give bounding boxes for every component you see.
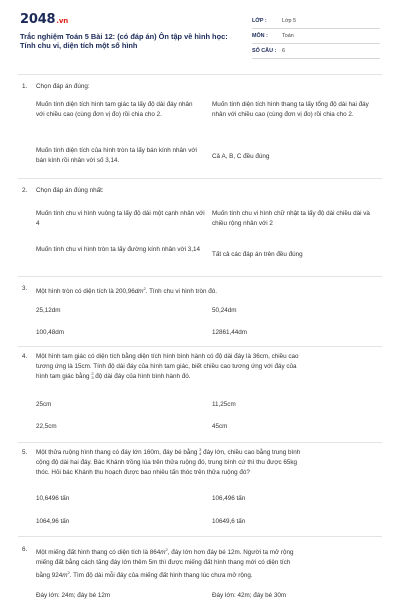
- answer-option[interactable]: Muốn tính diện tích hình thang ta lấy tổng độ dài hai đáy nhân với chiều cao (cùng đơn vị đo) rồi chia cho 2.: [212, 101, 369, 118]
- unit-exponent: 2: [165, 547, 168, 552]
- meta-key: LỚP :: [252, 18, 267, 24]
- logo-main: 2048: [20, 12, 56, 27]
- meta-row-class: [252, 14, 380, 29]
- divider: [18, 346, 382, 347]
- question-text-part: Một thửa ruộng hình thang có đáy lớn 160m, đáy bé bằng: [36, 449, 198, 456]
- question-line: Một hình tam giác có diện tích bằng diện tích hình bình hành có độ dài đáy là 36cm, chiều cao: [36, 353, 299, 360]
- question-text-part: Một miếng đất hình thang có diện tích là 864: [36, 549, 161, 557]
- meta-value: Toán: [282, 33, 294, 39]
- question-text: Chọn đáp án đúng nhất:: [36, 187, 104, 194]
- answer-option[interactable]: 10,6496 tấn: [36, 495, 70, 502]
- meta-key: MÔN :: [252, 33, 268, 39]
- meta-row-subject: [252, 29, 380, 44]
- question-line: tương ứng là 15cm. Tính độ dài đáy của hình tam giác, biết chiều cao tương ứng với đáy của: [36, 363, 297, 370]
- fraction: [91, 372, 93, 380]
- answer-option[interactable]: Muốn tính chu vi hình vuông ta lấy độ dài một cạnh nhân với 4: [36, 210, 205, 227]
- answer-option[interactable]: 1064,96 tấn: [36, 518, 70, 525]
- question-text: [36, 448, 380, 478]
- meta-table: [252, 14, 380, 59]
- question-text-part: bằng 924: [36, 572, 63, 580]
- answer-option[interactable]: Cả A, B, C đều đúng: [212, 153, 270, 160]
- question-text-part: Một hình tròn có diện tích là 200,96: [36, 288, 135, 296]
- answer-option[interactable]: Muốn tính diện tích của hình tròn ta lấy bán kính nhân với bán kính rồi nhân với số 3,14.: [36, 147, 197, 164]
- answer-option[interactable]: Muốn tính chu vi hình tròn ta lấy đường kính nhân với 3,14: [36, 246, 201, 253]
- divider: [18, 442, 382, 443]
- answer-option[interactable]: 25,12dm: [36, 307, 61, 314]
- answer-option[interactable]: Tất cả các đáp án trên đều đúng: [212, 251, 303, 258]
- divider: [18, 178, 382, 179]
- question-text: Chọn đáp án đúng:: [36, 83, 90, 90]
- answer-option[interactable]: 100,48dm: [36, 329, 65, 336]
- answer-option[interactable]: 22,5cm: [36, 423, 57, 430]
- answer-option[interactable]: 106,496 tấn: [212, 495, 246, 502]
- meta-row-count: [252, 44, 380, 59]
- question-text-part: độ dài đáy của hình bình hành đó.: [95, 373, 191, 380]
- meta-value: Lớp 5: [282, 18, 297, 24]
- question-line: [36, 545, 380, 558]
- question-line: [36, 568, 380, 581]
- question-text-part: , đáy lớn hơn đáy bé 12m. Người ta mở rộng: [167, 549, 294, 557]
- question-line: cộng độ dài hai đáy. Bác Khánh trồng lúa trên thửa ruộng đó, trung bình cứ thì thu được 65kg: [36, 459, 298, 466]
- question-number: 2.: [22, 187, 28, 194]
- question-line: [36, 372, 380, 382]
- answer-option[interactable]: Muốn tính diện tích hình tam giác ta lấy độ dài đáy nhân với chiều cao (cùng đơn vị đo) rồi chia cho 2.: [36, 101, 193, 118]
- question-number: 1.: [22, 83, 28, 90]
- question-text: [36, 284, 380, 297]
- question-number: 3.: [22, 285, 28, 292]
- fraction: [199, 448, 201, 456]
- answer-option[interactable]: Đáy lớn: 42m; đáy bé 30m: [212, 592, 287, 599]
- unit-exponent: 2: [143, 286, 146, 291]
- divider: [18, 536, 382, 537]
- question-number: 4.: [22, 353, 28, 360]
- fraction-denominator: 4: [199, 451, 202, 457]
- meta-value: 6: [282, 48, 285, 54]
- answer-option[interactable]: Đáy lớn: 24m; đáy bé 12m: [36, 592, 111, 599]
- page-header: [0, 0, 400, 72]
- answer-option[interactable]: 25cm: [36, 401, 52, 408]
- answer-option[interactable]: 45cm: [212, 423, 228, 430]
- divider: [18, 74, 382, 75]
- answer-option[interactable]: 50,24dm: [212, 307, 237, 314]
- question-text: [36, 352, 380, 382]
- question-line: miếng đất bằng cách tăng đáy lớn thêm 5m thì được miếng đất hình thang mới có diện tích: [36, 559, 291, 567]
- fraction-numerator: 3: [199, 447, 202, 453]
- unit: dm: [134, 288, 144, 296]
- logo-suffix: .vn: [56, 17, 68, 25]
- fraction-numerator: 2: [91, 371, 94, 377]
- question-number: 6.: [22, 546, 28, 553]
- page-title: Trắc nghiệm Toán 5 Bài 12: (có đáp án) Ôn tập về hình học: Tính chu vi, diện tích một số hình: [20, 32, 228, 51]
- unit: m: [62, 572, 68, 580]
- answer-option[interactable]: Muốn tính chu vi hình chữ nhật ta lấy độ dài chiều dài và chiều rộng nhân với 2: [212, 210, 370, 227]
- question-line: thóc. Hỏi bác Khánh thu hoạch được bao nhiêu tấn thóc trên thửa ruộng đó?: [36, 469, 250, 476]
- answer-option[interactable]: 12861,44dm: [212, 329, 248, 336]
- unit-exponent: 2: [67, 570, 70, 576]
- divider: [18, 276, 382, 277]
- question-text-part: . Tìm độ dài mỗi đáy của miếng đất hình thang lúc chưa mở rộng.: [69, 572, 253, 580]
- question-text-part: đáy lớn, chiều cao bằng trung bình: [203, 449, 301, 456]
- question-text-part: hình tam giác bằng: [36, 373, 90, 380]
- fraction-denominator: 3: [91, 375, 94, 381]
- question-line: [36, 448, 380, 458]
- unit: m: [160, 549, 166, 557]
- answer-option[interactable]: 11,25cm: [212, 401, 236, 408]
- question-number: 5.: [22, 449, 28, 456]
- question-text-part: . Tính chu vi hình tròn đó.: [145, 288, 217, 296]
- question-text: [36, 545, 380, 581]
- answer-option[interactable]: 10649,6 tấn: [212, 518, 246, 525]
- meta-key: SỐ CÂU :: [252, 48, 277, 54]
- site-logo[interactable]: [20, 12, 68, 27]
